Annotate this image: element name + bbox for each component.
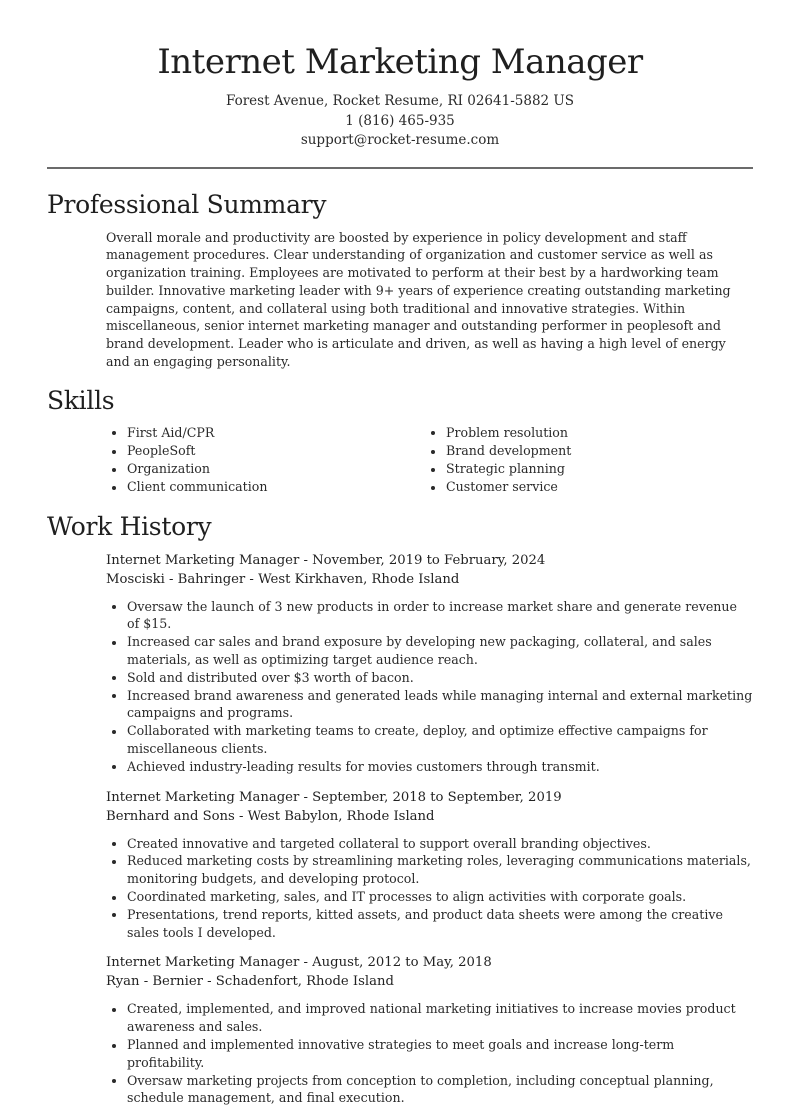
job-title-dates: Internet Marketing Manager - August, 2012 to May, 2018 [106, 955, 492, 971]
job-bullet: Planned and implemented innovative strategies to meet goals and increase long-term profitability. [127, 1036, 753, 1072]
job-entry [106, 788, 753, 942]
header-divider [47, 167, 753, 169]
skills-list [106, 424, 753, 497]
section-title-skills: Skills [47, 385, 115, 415]
skill-item: First Aid/CPR [127, 424, 425, 442]
job-bullet: Oversaw the launch of 3 new products in order to increase market share and generate revenue of $15. [127, 598, 753, 634]
job-company-location: Bernhard and Sons - West Babylon, Rhode Island [106, 808, 435, 824]
skill-item: PeopleSoft [127, 442, 425, 460]
job-bullets [106, 598, 753, 776]
job-bullet: Created, implemented, and improved national marketing initiatives to increase movies product awareness and sales. [127, 1000, 753, 1036]
job-bullet: Created innovative and targeted collateral to support overall branding objectives. [127, 835, 753, 853]
job-company-location: Ryan - Bernier - Schadenfort, Rhode Island [106, 974, 394, 990]
job-bullets [106, 1000, 753, 1107]
job-entry [106, 953, 753, 1107]
summary-text: Overall morale and productivity are boosted by experience in policy development and staff management procedures. Clear understanding of organization and customer service as well as organization training. Employees are motivated to perform at their best by a hardworking team builder. Innovative marketing leader with 9+ years of experience creating outstanding marketing campaigns, content, and collateral using both traditional and innovative strategies. Within miscellaneous, senior internet marketing manager and outstanding performer in peoplesoft and brand development. Leader who is articulate and driven, as well as having a high level of energy and an engaging personality. [106, 229, 731, 370]
job-bullet: Increased brand awareness and generated leads while managing internal and external marketing campaigns and programs. [127, 687, 753, 721]
skill-item: Client communication [127, 478, 425, 496]
section-title-work-history: Work History [47, 511, 212, 541]
job-bullet: Coordinated marketing, sales, and IT processes to align activities with corporate goals. [127, 888, 753, 906]
job-bullet: Oversaw marketing projects from conception to completion, including conceptual planning, schedule management, and final execution. [127, 1072, 753, 1107]
phone: 1 (816) 465-935 [345, 112, 455, 129]
job-bullets [106, 835, 753, 942]
skill-item: Problem resolution [446, 424, 571, 442]
job-bullet: Achieved industry-leading results for movies customers through transmit. [127, 758, 753, 776]
job-entry [106, 551, 753, 776]
skill-item: Strategic planning [446, 460, 571, 478]
job-bullet: Collaborated with marketing teams to create, deploy, and optimize effective campaigns for miscellaneous clients. [127, 722, 753, 758]
job-title-dates: Internet Marketing Manager - September, 2018 to September, 2019 [106, 789, 562, 805]
candidate-title: Internet Marketing Manager [157, 42, 643, 82]
skills-column-2 [425, 424, 571, 497]
resume-header [47, 0, 753, 151]
address: Forest Avenue, Rocket Resume, RI 02641-5882 US [225, 93, 575, 109]
job-company-location: Mosciski - Bahringer - West Kirkhaven, Rhode Island [106, 571, 460, 587]
contact-block [47, 92, 753, 151]
skill-item: Organization [127, 460, 425, 478]
job-bullet: Reduced marketing costs by streamlining marketing roles, leveraging communications materials, monitoring budgets, and developing protocol. [127, 852, 753, 888]
skill-item: Customer service [446, 478, 571, 496]
job-bullet: Sold and distributed over $3 worth of bacon. [127, 669, 753, 687]
email: support@rocket-resume.com [300, 132, 500, 148]
section-title-summary: Professional Summary [47, 189, 327, 219]
job-title-dates: Internet Marketing Manager - November, 2019 to February, 2024 [106, 552, 546, 568]
skills-column-1 [106, 424, 425, 497]
job-bullet: Increased car sales and brand exposure by developing new packaging, collateral, and sales materials, as well as optimizing target audience reach. [127, 633, 753, 669]
skill-item: Brand development [446, 442, 571, 460]
job-bullet: Presentations, trend reports, kitted assets, and product data sheets were among the creative sales tools I developed. [127, 906, 753, 942]
